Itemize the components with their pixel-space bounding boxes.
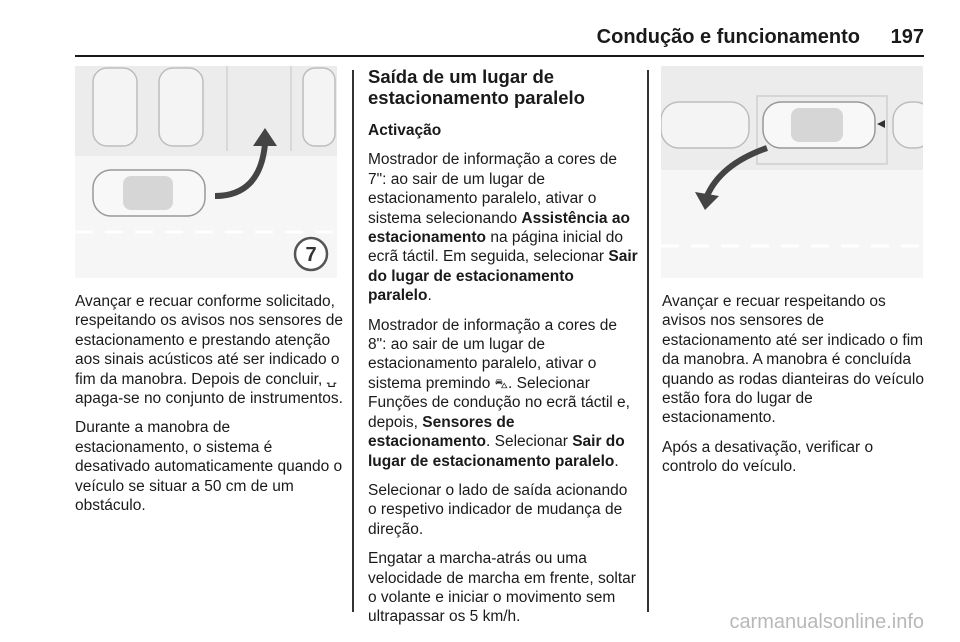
parking-button-icon: ⛍: [494, 375, 509, 391]
exiting-car-icon: [93, 170, 205, 216]
paragraph: Durante a manobra de estacionamento, o sistema é desativado automaticamente quando o veículo se situar a 50 cm de um obstáculo.: [75, 419, 343, 515]
paragraph: Avançar e recuar respeitando os avisos nos sensores de estacionamento até ser indicado o fim da manobra. A manobra é concluída quando as rodas dianteiras do veículo estão fora do lugar de estacionamento.: [662, 293, 924, 427]
section-title: Saída de um lugar de estacionamento paralelo: [368, 66, 585, 108]
paragraph: Avançar e recuar conforme solicitado, respeitando os avisos nos sensores de estacionamento e prestando atenção aos sinais acústicos até ser indicado o fim da manobra. Depois de concluir, ⍽ apaga-se no conjunto de instrumentos.: [75, 293, 343, 408]
figure-badge: 7: [305, 244, 317, 266]
page-title: Condução e funcionamento: [596, 26, 860, 48]
column-divider-left: [352, 70, 354, 612]
right-column-text: [662, 292, 930, 487]
left-column-text: [75, 292, 343, 525]
middle-column-text: [368, 66, 638, 637]
paragraph: Mostrador de informação a cores de 7": ao sair de um lugar de estacionamento paralelo, ativar o sistema selecionando Assistência ao estacionamento na página inicial do ecrã táctil. Em seguida, selecionar Sair do lugar de estacionamento paralelo.: [368, 151, 638, 305]
page-number: 197: [890, 26, 924, 48]
paragraph: Selecionar o lado de saída acionando o respetivo indicador de mudança de direção.: [368, 481, 628, 538]
paragraph: Após a desativação, verificar o controlo do veículo.: [662, 438, 874, 476]
watermark: carmanualsonline.info: [729, 611, 924, 633]
parking-exit-illustration-right: [661, 66, 923, 278]
parking-exit-illustration-left: [75, 66, 337, 278]
exiting-car-icon: [763, 102, 875, 148]
paragraph: Engatar a marcha-atrás ou uma velocidade de marcha em frente, soltar o volante e iniciar o movimento sem ultrapassar os 5 km/h.: [368, 550, 636, 626]
header-rule: [75, 55, 924, 57]
paragraph: Mostrador de informação a cores de 8": ao sair de um lugar de estacionamento paralelo, ativar o sistema premindo ⛍. Selecionar Funções de condução no ecrã táctil e, depois, Sensores de estacionamento. Selecionar Sair do lugar de estacionamento paralelo.: [368, 316, 630, 470]
column-divider-right: [647, 70, 649, 612]
subsection-title: Activação: [368, 122, 442, 139]
parking-sensor-icon: ⍽: [326, 371, 337, 387]
